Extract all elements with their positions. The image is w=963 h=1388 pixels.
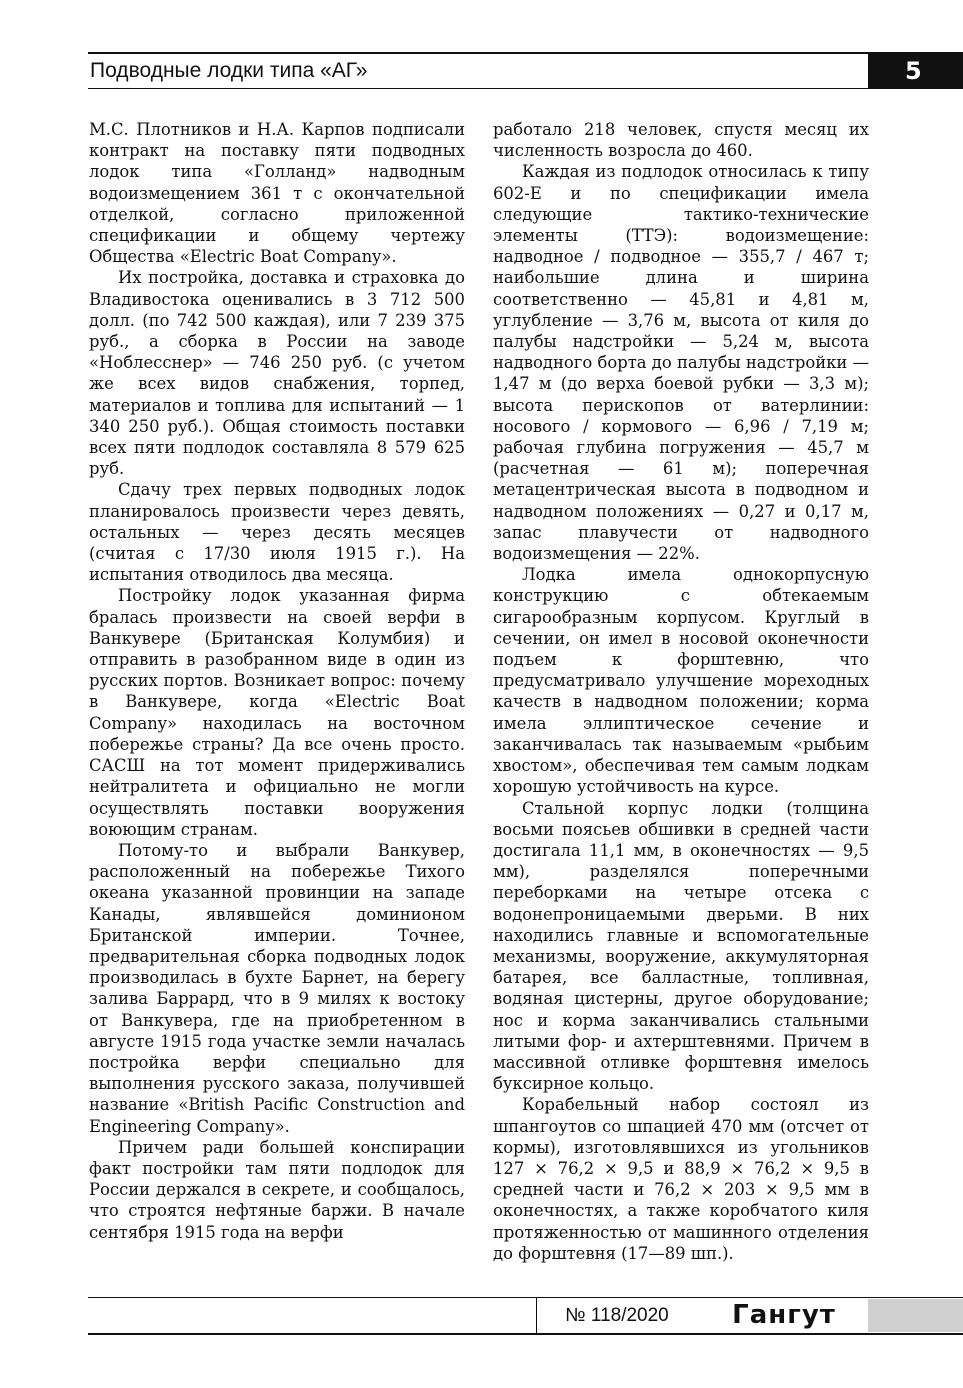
paragraph: Лодка имела однокорпусную конструкцию с обтекаемым сигарообразным корпусом. Круглый в сечении, он имел в носовой оконечности подъем к форштевню, что предусматривало улучшение мореходных качеств в надводном положении; корма имела эллиптическое сечение и заканчивалась так называемым «рыбьим хвостом», обеспечивая тем самым лодкам хорошую устойчивость на курсе. <box>493 565 869 797</box>
paragraph: Постройку лодок указанная фирма бралась произвести на своей верфи в Ванкувере (Британская Колумбия) и отправить в разобранном виде в один из русских портов. Возникает вопрос: почему в Ванкувере, когда «Electric Boat Company» находилась на восточном побережье страны? Да все очень просто. САСШ на тот момент придерживались нейтралитета и официально не могли осуществлять поставки вооружения воюющим странам. <box>89 586 465 839</box>
paragraph: Стальной корпус лодки (толщина восьми поясьев обшивки в средней части достигала 11,1 мм, в оконечностях — 9,5 мм), разделялся поперечными переборками на четыре отсека с водонепроницаемыми дверьми. В них находились главные и вспомогательные механизмы, вооружение, аккумуляторная батарея, все балластные, топливная, водяная цистерны, другое оборудование; нос и корма заканчивались стальными литыми фор- и ахтерштевнями. Причем в массивной отливке форштевня имелось буксирное кольцо. <box>493 798 869 1094</box>
paragraph: Причем ради большей конспирации факт постройки там пяти подлодок для России держался в секрете, и сообщалось, что строятся нефтяные баржи. В начале сентября 1915 года на верфи <box>89 1137 465 1242</box>
right-column <box>493 119 869 1264</box>
paragraph: работало 218 человек, спустя месяц их численность возросла до 460. <box>493 120 869 161</box>
footer-grey-block <box>868 1299 963 1332</box>
paragraph: Сдачу трех первых подводных лодок планировалось произвести через девять, остальных — через десять месяцев (считая с 17/30 июля 1915 г.). На испытания отводилось два месяца. <box>89 480 465 585</box>
paragraph: Их постройка, доставка и страховка до Владивостока оценивались в 3 712 500 долл. (по 742 500 каждая), или 7 239 375 руб., а сборка в России на заводе «Ноблесснер» — 746 250 руб. (с учетом же всех видов снабжения, торпед, материалов и топлива для испытаний — 1 340 250 руб.). Общая стоимость поставки всех пяти подлодок составляла 8 579 625 руб. <box>89 268 465 479</box>
paragraph: Корабельный набор состоял из шпангоутов со шпацией 470 мм (отсчет от кормы), изготовлявшихся из угольников 127 × 76,2 × 9,5 и 88,9 × 76,2 × 9,5 в средней части и 76,2 × 203 × 9,5 мм в оконечностях, а также коробчатого киля протяженностью от машинного отделения до форштевня (17—89 шп.). <box>493 1095 869 1263</box>
issue-number: № 118/2020 <box>565 1305 669 1326</box>
footer-bottom-rule <box>88 1333 963 1335</box>
paragraph: М.С. Плотников и Н.А. Карпов подписали контракт на поставку пяти подводных лодок типа «Голланд» надводным водоизмещением 361 т с окончательной отделкой, согласно приложенной спецификации и общему чертежу Общества «Electric Boat Company». <box>89 120 465 267</box>
magazine-logo: Гангут <box>732 1300 836 1330</box>
header-title: Подводные лодки типа «АГ» <box>90 59 368 82</box>
paragraph: Каждая из подлодок относилась к типу 602-Е и по спецификации имела следующие тактико-технические элементы (ТТЭ): водоизмещение: надводное / подводное — 355,7 / 467 т; наибольшие длина и ширина соответственно — 45,81 и 4,81 м, углубление — 3,76 м, высота от киля до палубы надстройки — 5,24 м, высота надводного борта до палубы надстройки — 1,47 м (до верха боевой рубки — 3,3 м); высота перископов от ватерлинии: носового / кормового — 6,96 / 7,19 м; рабочая глубина погружения — 45,7 м (расчетная — 61 м); поперечная метацентрическая высота в подводном и надводном положениях — 0,27 и 0,17 м, запас плавучести от надводного водоизмещения — 22%. <box>493 162 869 564</box>
paragraph: Потому-то и выбрали Ванкувер, расположенный на побережье Тихого океана указанной провинции на западе Канады, являвшейся доминионом Британской империи. Точнее, предварительная сборка подводных лодок производилась в бухте Барнет, на берегу залива Баррард, что в 9 милях к востоку от Ванкувера, где на приобретенном в августе 1915 года участке земли началась постройка верфи специально для выполнения русского заказа, получившей название «British Pacific Construction and Engineering Company». <box>89 840 465 1136</box>
header-bottom-rule <box>88 88 868 89</box>
header-top-rule <box>88 52 963 54</box>
left-column <box>89 119 465 1243</box>
page-number: 5 <box>868 54 963 89</box>
